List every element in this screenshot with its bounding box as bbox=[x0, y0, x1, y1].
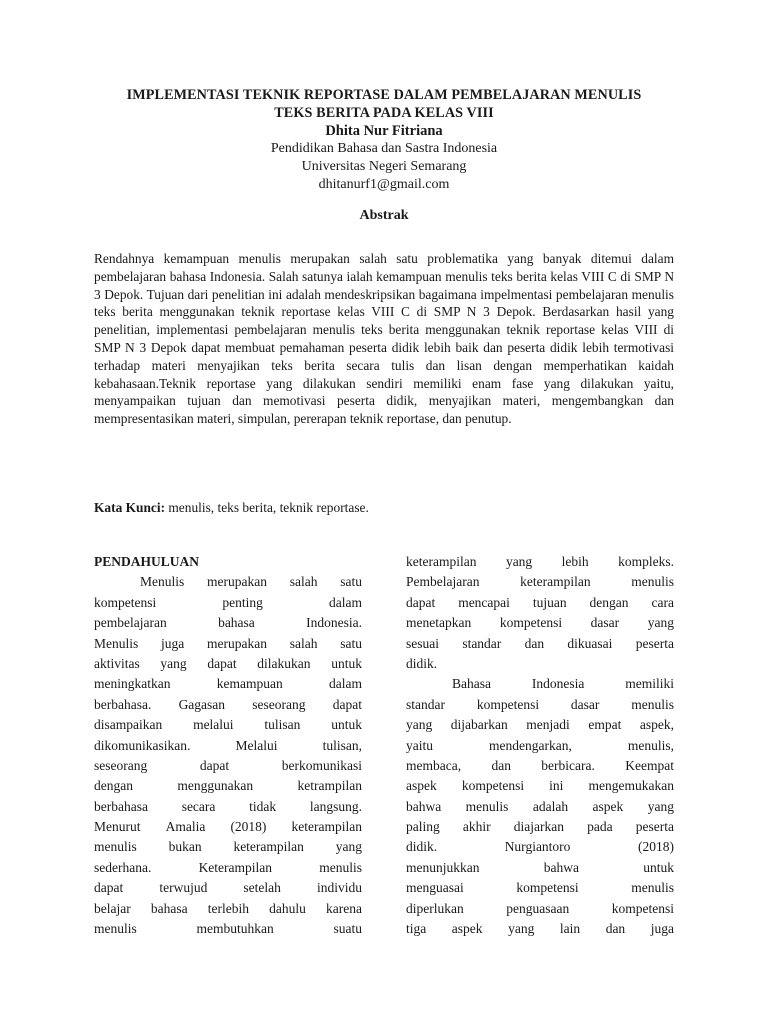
keywords-text: menulis, teks berita, teknik reportase. bbox=[165, 500, 369, 515]
column-text-line: didik. bbox=[406, 655, 438, 671]
column-text-line: dikomunikasikan. Melalui tulisan, bbox=[94, 737, 362, 753]
column-text-line: tiga aspek yang lain dan juga bbox=[406, 921, 674, 937]
column-text-line: seseorang dapat berkomunikasi bbox=[94, 757, 362, 773]
right-column bbox=[406, 552, 674, 939]
column-text-line: Pembelajaran keterampilan menulis bbox=[406, 574, 674, 590]
title-line-2: TEKS BERITA PADA KELAS VIII bbox=[274, 105, 494, 121]
paper-title bbox=[60, 86, 708, 122]
column-text-line: aktivitas yang dapat dilakukan untuk bbox=[94, 655, 362, 671]
column-text-line: pembelajaran bahasa Indonesia. bbox=[94, 615, 362, 631]
column-text-line: disampaikan melalui tulisan untuk bbox=[94, 717, 362, 733]
column-text-line: menulis membutuhkan suatu bbox=[94, 921, 362, 937]
column-text-line: Menurut Amalia (2018) keterampilan bbox=[94, 819, 362, 835]
column-text-line: dapat terwujud setelah individu bbox=[94, 880, 362, 896]
affiliation-block bbox=[0, 140, 768, 194]
column-text-line: Bahasa Indonesia memiliki bbox=[452, 676, 674, 692]
column-text-line: menulis bukan keterampilan yang bbox=[94, 839, 362, 855]
column-text-line: sederhana. Keterampilan menulis bbox=[94, 859, 362, 875]
column-text-line: belajar bahasa terlebih dahulu karena bbox=[94, 900, 362, 916]
column-text-line: dengan menggunakan ketrampilan bbox=[94, 778, 362, 794]
column-text-line: diperlukan penguasaan kompetensi bbox=[406, 900, 674, 916]
column-text-line: menguasai kompetensi menulis bbox=[406, 880, 674, 896]
abstract-heading: Abstrak bbox=[359, 208, 409, 223]
column-text-line: kompetensi penting dalam bbox=[94, 594, 362, 610]
column-text-line: bahwa menulis adalah aspek yang bbox=[406, 798, 674, 814]
keywords bbox=[94, 500, 674, 516]
column-text-line: keterampilan yang lebih kompleks. bbox=[406, 554, 674, 569]
column-text-line: sesuai standar dan dikuasai peserta bbox=[406, 635, 674, 651]
column-text-line: membaca, dan berbicara. Keempat bbox=[406, 757, 674, 773]
column-text-line: didik. Nurgiantoro (2018) bbox=[406, 839, 674, 855]
column-text-line: paling akhir diajarkan pada peserta bbox=[406, 819, 674, 835]
column-text-line: meningkatkan kemampuan dalam bbox=[94, 676, 362, 692]
keywords-label: Kata Kunci: bbox=[94, 500, 166, 515]
column-text-line: aspek kompetensi ini mengemukakan bbox=[406, 778, 674, 794]
section-heading: PENDAHULUAN bbox=[94, 554, 200, 569]
column-text-line: menetapkan kompetensi dasar yang bbox=[406, 615, 674, 631]
affiliation-department: Pendidikan Bahasa dan Sastra Indonesia bbox=[270, 141, 498, 156]
affiliation-university: Universitas Negeri Semarang bbox=[301, 159, 467, 174]
column-text-line: standar kompetensi dasar menulis bbox=[406, 696, 674, 712]
column-text-line: yang dijabarkan menjadi empat aspek, bbox=[406, 717, 674, 733]
column-text-line: Menulis juga merupakan salah satu bbox=[94, 635, 362, 651]
abstract-text: Rendahnya kemampuan menulis merupakan salah satu problematika yang banyak ditemui dalam pembelajaran bahasa Indonesia. Salah satunya ialah kemampuan menulis teks berita kelas VIII C di SMP N 3 Depok. Tujuan dari penelitian ini adalah mendeskripsikan bagaimana impelmentasi pembelajaran menulis teks berita menggunakan teknik reportase kelas VIII C di SMP N 3 Depok. Berdasarkan hasil yang penelitian, implementasi pembelajaran menulis teks berita menggunakan teknik reportase kelas VIII di SMP N 3 Depok dapat membuat pemahaman peserta didik lebih baik dan peserta didik lebih termotivasi terhadap materi menyajikan teks berita secara tulis dan lisan dengan memperhatikan kaidah kebahasaan.Teknik reportase yang dilakukan sendiri memiliki enam fase yang dilakukan yaitu, menyampaikan tujuan dan memotivasi peserta didik, menyajikan materi, mengembangkan dan mempresentasikan materi, simpulan, pererapan teknik reportase, dan penutup. bbox=[94, 251, 674, 427]
column-text-line: berbahasa. Gagasan seseorang dapat bbox=[94, 696, 362, 712]
column-text-line: Menulis merupakan salah satu bbox=[140, 574, 362, 590]
author-name: Dhita Nur Fitriana bbox=[325, 123, 443, 139]
column-text-line: dapat mencapai tujuan dengan cara bbox=[406, 594, 674, 610]
column-text-line: menunjukkan bahwa untuk bbox=[406, 859, 674, 875]
left-column bbox=[94, 552, 362, 939]
title-line-1: IMPLEMENTASI TEKNIK REPORTASE DALAM PEMBELAJARAN MENULIS bbox=[126, 87, 642, 103]
column-text-line: berbahasa secara tidak langsung. bbox=[94, 798, 362, 814]
author-email: dhitanurf1@gmail.com bbox=[318, 177, 450, 192]
column-text-line: yaitu mendengarkan, menulis, bbox=[406, 737, 674, 753]
